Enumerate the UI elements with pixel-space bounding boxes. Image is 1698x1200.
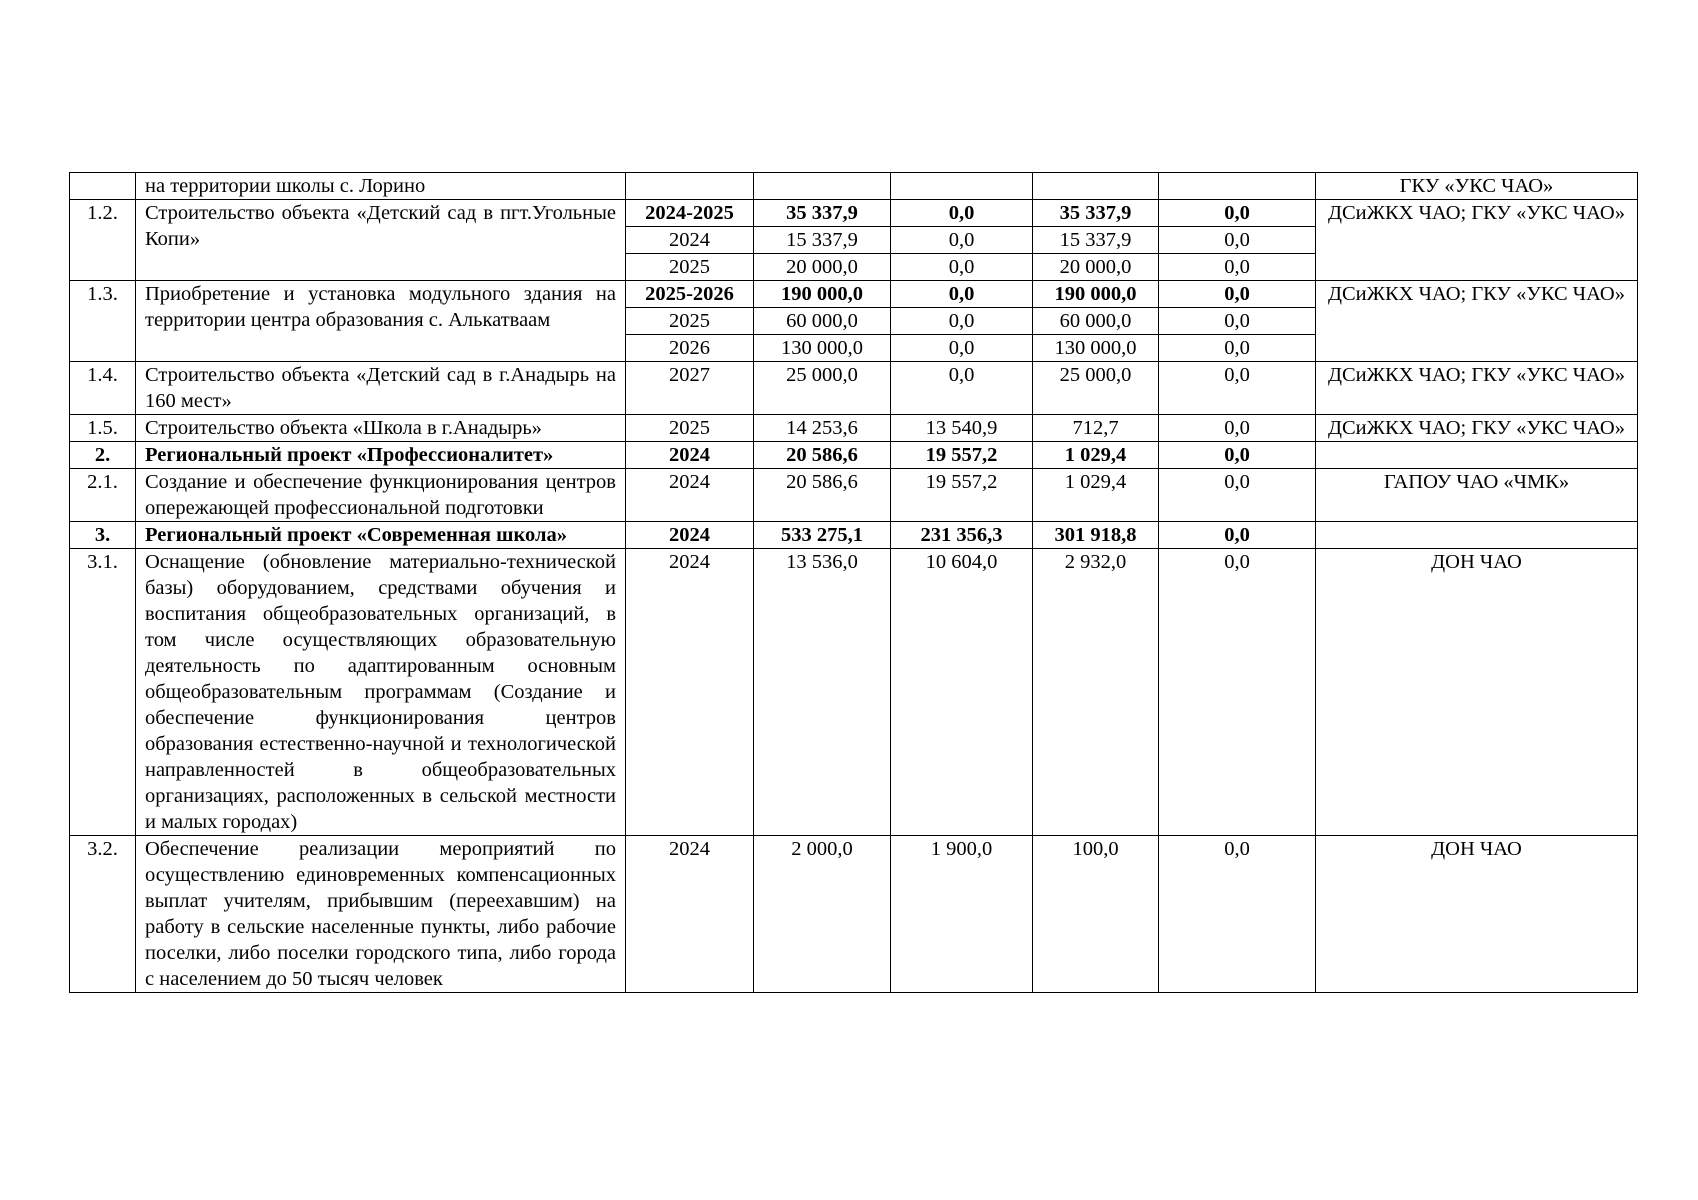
cell-other: 0,0	[1159, 200, 1316, 227]
cell-fed: 10 604,0	[891, 549, 1033, 836]
cell-fed: 13 540,9	[891, 415, 1033, 442]
cell-year: 2024	[626, 549, 754, 836]
cell-empty	[626, 173, 754, 200]
row-description: Строительство объекта «Школа в г.Анадырь»	[136, 415, 626, 442]
cell-year: 2026	[626, 335, 754, 362]
table-row	[70, 200, 1638, 227]
cell-reg: 25 000,0	[1033, 362, 1159, 415]
cell-fed: 0,0	[891, 200, 1033, 227]
section-row	[70, 522, 1638, 549]
responsible: ГКУ «УКС ЧАО»	[1316, 173, 1638, 200]
cell-total: 60 000,0	[754, 308, 891, 335]
cell-reg: 35 337,9	[1033, 200, 1159, 227]
row-description: Обеспечение реализации мероприятий по осуществлению единовременных компенсационных выплат учителям, прибывшим (переехавшим) на работу в сельские населенные пункты, либо рабочие поселки, либо поселки городского типа, либо города с населением до 50 тысяч человек	[136, 836, 626, 993]
cell-fed: 1 900,0	[891, 836, 1033, 993]
cell-fed: 0,0	[891, 308, 1033, 335]
cell-year: 2025	[626, 308, 754, 335]
row-number: 1.4.	[70, 362, 136, 415]
cell-other: 0,0	[1159, 549, 1316, 836]
cell-total: 130 000,0	[754, 335, 891, 362]
row-description: Создание и обеспечение функционирования центров опережающей профессиональной подготовки	[136, 469, 626, 522]
cell-total: 533 275,1	[754, 522, 891, 549]
cell-reg: 2 932,0	[1033, 549, 1159, 836]
cell-total: 20 586,6	[754, 469, 891, 522]
cell-total: 25 000,0	[754, 362, 891, 415]
cell-fed: 0,0	[891, 362, 1033, 415]
cell-reg: 712,7	[1033, 415, 1159, 442]
cell-reg: 20 000,0	[1033, 254, 1159, 281]
cell-fed: 0,0	[891, 335, 1033, 362]
cell-total: 20 000,0	[754, 254, 891, 281]
cell-year: 2027	[626, 362, 754, 415]
responsible: ДСиЖКХ ЧАО; ГКУ «УКС ЧАО»	[1316, 281, 1638, 362]
cell-year: 2025	[626, 415, 754, 442]
responsible: ДСиЖКХ ЧАО; ГКУ «УКС ЧАО»	[1316, 415, 1638, 442]
cell-reg: 1 029,4	[1033, 469, 1159, 522]
cell-year: 2025-2026	[626, 281, 754, 308]
row-number: 1.3.	[70, 281, 136, 362]
cell-other: 0,0	[1159, 335, 1316, 362]
cell-other: 0,0	[1159, 469, 1316, 522]
table-row	[70, 469, 1638, 522]
cell-other: 0,0	[1159, 308, 1316, 335]
budget-table	[69, 172, 1638, 993]
cell-other: 0,0	[1159, 227, 1316, 254]
cell-other: 0,0	[1159, 442, 1316, 469]
cell-empty	[754, 173, 891, 200]
cell-reg: 130 000,0	[1033, 335, 1159, 362]
cell-fed: 0,0	[891, 254, 1033, 281]
cell-other: 0,0	[1159, 415, 1316, 442]
row-number: 2.1.	[70, 469, 136, 522]
cell-empty	[891, 173, 1033, 200]
section-row	[70, 442, 1638, 469]
table-row	[70, 549, 1638, 836]
cell-total: 15 337,9	[754, 227, 891, 254]
responsible: ДСиЖКХ ЧАО; ГКУ «УКС ЧАО»	[1316, 362, 1638, 415]
cell-reg: 60 000,0	[1033, 308, 1159, 335]
cell-reg: 15 337,9	[1033, 227, 1159, 254]
cell-other: 0,0	[1159, 522, 1316, 549]
cell-fed: 231 356,3	[891, 522, 1033, 549]
row-number: 1.5.	[70, 415, 136, 442]
row-description: Региональный проект «Современная школа»	[136, 522, 626, 549]
cell-fed: 19 557,2	[891, 469, 1033, 522]
responsible	[1316, 442, 1638, 469]
responsible	[1316, 522, 1638, 549]
cell-year: 2024	[626, 522, 754, 549]
table-row	[70, 173, 1638, 200]
row-description: Приобретение и установка модульного здания на территории центра образования с. Алькатваам	[136, 281, 626, 362]
cell-fed: 0,0	[891, 227, 1033, 254]
cell-year: 2024	[626, 469, 754, 522]
cell-empty	[1159, 173, 1316, 200]
cell-year: 2024	[626, 442, 754, 469]
cell-year: 2024	[626, 836, 754, 993]
cell-total: 20 586,6	[754, 442, 891, 469]
row-description: Строительство объекта «Детский сад в г.Анадырь на 160 мест»	[136, 362, 626, 415]
cell-fed: 0,0	[891, 281, 1033, 308]
cell-year: 2025	[626, 254, 754, 281]
cell-reg: 190 000,0	[1033, 281, 1159, 308]
responsible: ДСиЖКХ ЧАО; ГКУ «УКС ЧАО»	[1316, 200, 1638, 281]
responsible: ДОН ЧАО	[1316, 549, 1638, 836]
cell-total: 190 000,0	[754, 281, 891, 308]
row-description: Оснащение (обновление материально-технической базы) оборудованием, средствами обучения и воспитания общеобразовательных организаций, в том числе осуществляющих образовательную деятельность по адаптированным основным общеобразовательным программам (Создание и обеспечение функционирования центров образования естественно-научной и технологической направленностей в общеобразовательных организациях, расположенных в сельской местности и малых городах)	[136, 549, 626, 836]
cell-total: 13 536,0	[754, 549, 891, 836]
cell-year: 2024	[626, 227, 754, 254]
responsible: ГАПОУ ЧАО «ЧМК»	[1316, 469, 1638, 522]
cell-year: 2024-2025	[626, 200, 754, 227]
table-row	[70, 362, 1638, 415]
row-description: на территории школы с. Лорино	[136, 173, 626, 200]
row-number: 3.	[70, 522, 136, 549]
cell-reg: 100,0	[1033, 836, 1159, 993]
row-description: Строительство объекта «Детский сад в пгт.Угольные Копи»	[136, 200, 626, 281]
cell-total: 2 000,0	[754, 836, 891, 993]
row-number: 3.1.	[70, 549, 136, 836]
row-number: 1.2.	[70, 200, 136, 281]
cell-total: 35 337,9	[754, 200, 891, 227]
cell-reg: 301 918,8	[1033, 522, 1159, 549]
row-number: 3.2.	[70, 836, 136, 993]
table-body	[70, 173, 1638, 993]
cell-other: 0,0	[1159, 281, 1316, 308]
row-number: 2.	[70, 442, 136, 469]
cell-empty	[1033, 173, 1159, 200]
cell-other: 0,0	[1159, 362, 1316, 415]
row-description: Региональный проект «Профессионалитет»	[136, 442, 626, 469]
table-row	[70, 836, 1638, 993]
table-row	[70, 415, 1638, 442]
cell-total: 14 253,6	[754, 415, 891, 442]
cell-other: 0,0	[1159, 254, 1316, 281]
responsible: ДОН ЧАО	[1316, 836, 1638, 993]
cell-reg: 1 029,4	[1033, 442, 1159, 469]
table-row	[70, 281, 1638, 308]
cell-fed: 19 557,2	[891, 442, 1033, 469]
row-number	[70, 173, 136, 200]
cell-other: 0,0	[1159, 836, 1316, 993]
